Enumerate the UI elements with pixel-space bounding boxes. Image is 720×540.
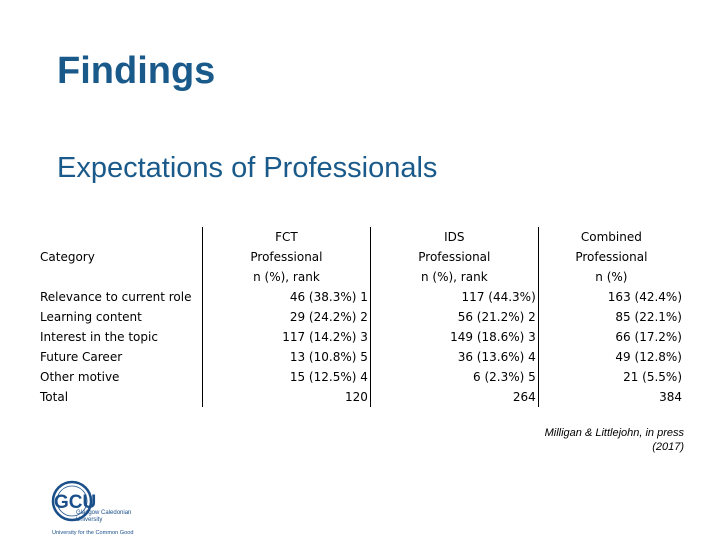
ids-header-group: IDS bbox=[370, 227, 538, 247]
table-row-total bbox=[38, 387, 684, 407]
row-ids-value: 264 bbox=[370, 387, 538, 407]
row-ids-value: 6 (2.3%) 5 bbox=[370, 367, 538, 387]
category-header: Category bbox=[40, 250, 95, 264]
expectations-table bbox=[38, 227, 684, 407]
ids-header-line3: n (%), rank bbox=[370, 267, 538, 287]
row-combined-value: 21 (5.5%) bbox=[538, 367, 684, 387]
logo-tagline: University for the Common Good bbox=[52, 530, 134, 536]
citation-line-2: (2017) bbox=[652, 441, 684, 453]
logo-letters: GCU bbox=[54, 492, 97, 513]
row-combined-value: 85 (22.1%) bbox=[538, 307, 684, 327]
row-combined-value: 66 (17.2%) bbox=[538, 327, 684, 347]
row-ids-value: 56 (21.2%) 2 bbox=[370, 307, 538, 327]
row-fct-value: 117 (14.2%) 3 bbox=[203, 327, 371, 347]
row-ids-value: 117 (44.3%) bbox=[370, 287, 538, 307]
row-category: Interest in the topic bbox=[40, 330, 158, 344]
university-logo bbox=[50, 476, 160, 538]
row-fct-value: 29 (24.2%) 2 bbox=[203, 307, 371, 327]
row-category: Relevance to current role bbox=[40, 290, 192, 304]
fct-header-line2: Professional bbox=[203, 247, 371, 267]
table-row bbox=[38, 307, 684, 327]
row-fct-value: 46 (38.3%) 1 bbox=[203, 287, 371, 307]
row-fct-value: 15 (12.5%) 4 bbox=[203, 367, 371, 387]
row-category: Other motive bbox=[40, 370, 120, 384]
citation bbox=[545, 426, 684, 454]
combined-header-line3: n (%) bbox=[538, 267, 684, 287]
row-combined-value: 163 (42.4%) bbox=[538, 287, 684, 307]
slide-title: Findings bbox=[57, 50, 216, 92]
combined-header-group: Combined bbox=[538, 227, 684, 247]
ids-header-line2: Professional bbox=[370, 247, 538, 267]
fct-header-group: FCT bbox=[203, 227, 371, 247]
row-combined-value: 384 bbox=[538, 387, 684, 407]
row-category: Total bbox=[40, 390, 69, 404]
table-row bbox=[38, 347, 684, 367]
row-category: Future Career bbox=[40, 350, 123, 364]
row-fct-value: 13 (10.8%) 5 bbox=[203, 347, 371, 367]
row-category: Learning content bbox=[40, 310, 142, 324]
row-ids-value: 149 (18.6%) 3 bbox=[370, 327, 538, 347]
table-row bbox=[38, 287, 684, 307]
logo-name-line1: Glasgow Caledonian bbox=[76, 510, 132, 516]
row-ids-value: 36 (13.6%) 4 bbox=[370, 347, 538, 367]
header-row-1 bbox=[38, 227, 684, 247]
logo-name-line2: University bbox=[76, 517, 103, 523]
row-fct-value: 120 bbox=[203, 387, 371, 407]
slide-subtitle: Expectations of Professionals bbox=[57, 152, 438, 184]
row-combined-value: 49 (12.8%) bbox=[538, 347, 684, 367]
citation-line-1: Milligan & Littlejohn, in press bbox=[544, 427, 684, 439]
combined-header-line2: Professional bbox=[538, 247, 684, 267]
fct-header-line3: n (%), rank bbox=[203, 267, 371, 287]
table-row bbox=[38, 367, 684, 387]
table-row bbox=[38, 327, 684, 347]
